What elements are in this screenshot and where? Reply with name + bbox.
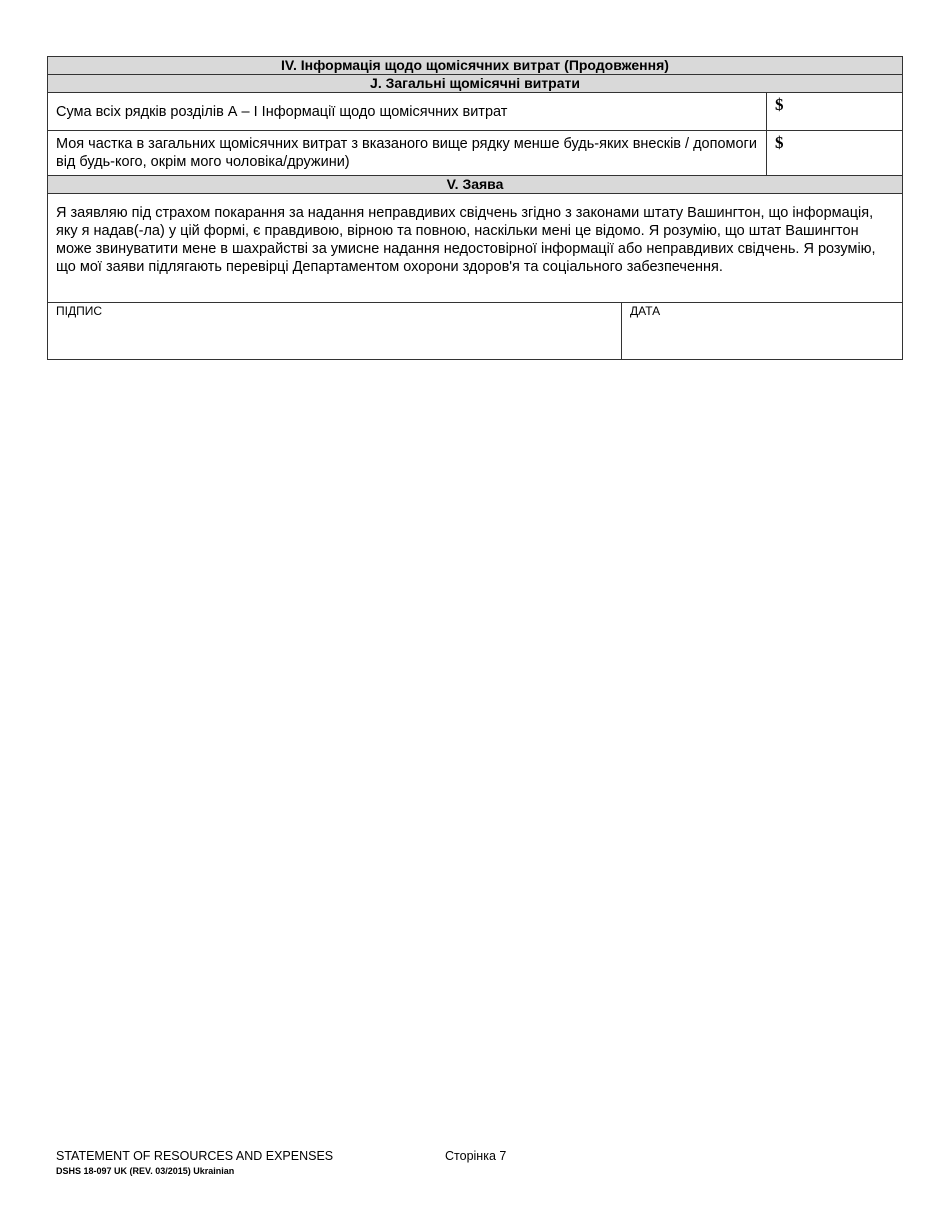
- my-share-row: [48, 131, 902, 176]
- total-expenses-row: [48, 93, 902, 131]
- page-number: Сторінка 7: [445, 1149, 507, 1163]
- signature-row: [48, 303, 902, 359]
- section-j-header: J. Загальні щомісячні витрати: [48, 75, 902, 93]
- my-share-label: Моя частка в загальних щомісячних витрат з вказаного вище рядку менше будь-яких внесків / допомоги від будь-кого, окрім мого чоловіка/дружини): [48, 131, 767, 175]
- form-title: STATEMENT OF RESOURCES AND EXPENSES: [56, 1149, 334, 1163]
- my-share-amount-field[interactable]: $: [775, 133, 784, 152]
- page-footer: [56, 1147, 756, 1176]
- section-iv-header: IV. Інформація щодо щомісячних витрат (Продовження): [48, 57, 902, 75]
- form-code: DSHS 18-097 UK (REV. 03/2015) Ukrainian: [56, 1166, 235, 1176]
- expenses-form: [47, 56, 903, 360]
- section-v-header: V. Заява: [48, 176, 902, 194]
- total-expenses-label: Сума всіх рядків розділів А – І Інформації щодо щомісячних витрат: [48, 93, 767, 130]
- signature-field[interactable]: [48, 303, 622, 359]
- date-field[interactable]: [622, 303, 902, 359]
- declaration-statement: Я заявляю під страхом покарання за надання неправдивих свідчень згідно з законами штату Вашингтон, що інформація, яку я надав(-ла) у цій формі, є правдивою, вірною та повною, наскільки мені це відомо. Я розумію, що штат Вашингтон може звинуватити мене в шахрайстві за умисне надання недостовірної інформації або неправдивих свідчень. Я розумію, що мої заяви підлягають перевірці Департаментом охорони здоров'я та соціального забезпечення.: [48, 194, 902, 303]
- signature-label: ПІДПИС: [56, 304, 103, 318]
- date-label: ДАТА: [630, 304, 661, 318]
- total-expenses-amount-field[interactable]: $: [775, 95, 784, 114]
